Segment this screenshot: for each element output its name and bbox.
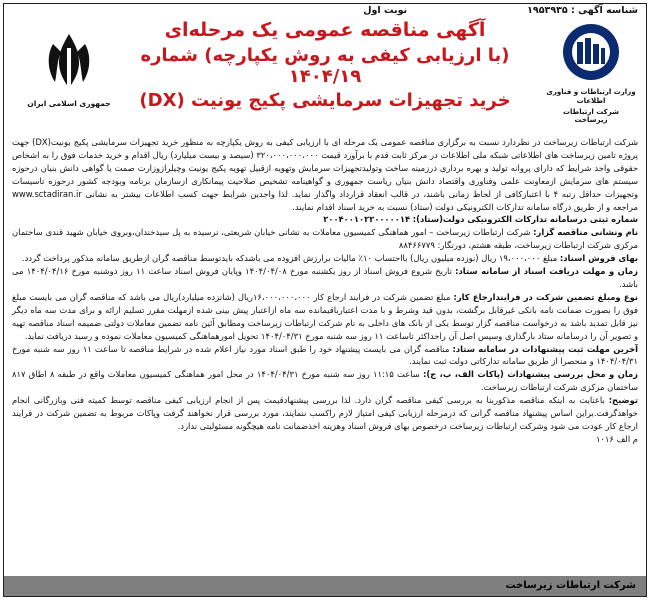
title-line-2: (با ارزیابی کیفی به روش یکپارچه) شماره ۱۴۰۴/۱۹: [140, 44, 510, 87]
opening-text: ساعت ۱۱:۱۵ روز سه شنبه مورخ ۱۴۰۴/۰۴/۳۱ در محل امور هماهنگی کمیسیون معاملات واقع در طبقه ۸ اطاق ۸۱۷ ساختمان مرکزی شرکت ارتباطات زیرساخت.: [12, 369, 638, 393]
ad-number: شناسه آگهی : ۱۹۵۳۹۳۵: [527, 5, 638, 16]
footer-company-bar: شرکت ارتباطات زیرساخت: [4, 576, 646, 596]
note-label: توضیح:: [608, 395, 638, 406]
opening-label: زمان و محل بررسی پیشنهادات (پاکات الف، ب، ج):: [422, 369, 638, 380]
ad-body: [4, 136, 646, 446]
ad-code: م الف ۱۰۱۶: [595, 433, 638, 444]
explanation-note: [12, 394, 638, 433]
participation-guarantee: [12, 291, 638, 343]
title-line-3: خرید تجهیزات سرمایشی پکیج یونیت (DX): [139, 90, 511, 112]
intro-paragraph: شرکت ارتباطات زیرساخت در نظردارد نسبت به برگزاری مناقصه عمومی یک مرحله ای با ارزیابی کیفی به روش یکپارچه به منظور خرید تجهیزات سرمایشی پکیج یونیت(DX) جهت پروژه تامین زیرساخت های اطلاعاتی شبکه ملی اطلاعات در مرکز ثابت قدم با برآورد قیمت ۳۲۰،۰۰۰،۰۰۰،۰۰۰ (سیصد و بیست میلیارد) ریال اقدام و خرید خدمات فوق را به اشخاص حقوقی واجد شرایط که دارای پروانه تولید و بهره برداری درزمینه ساخت وتولیدتجهیزات سرمایش وتهویه ازقبیل تهویه پکیج یونیت وچیلرازوزارت صمت یا گواهی دانش بنیان درحوزه سیستم های سرمایش ازمعاونت علمی وفناوری واقتصاد دانش بنیان ریاست جمهوری و گواهینامه تشخیص صلاحیت پیمانکاری ازسازمان برنامه وبودجه کشور درحوزه تاسیسات وتجهیزات حداقل رتبه ۴ با اعتبارکافی از لحاظ زمانی باشند، در قالب انعقاد قرارداد واگذار نماید. لذا واجدین شرایط جهت کسب اطلاعات بیشتر به نشانی www.sctadiran.ir مراجعه و از طریق درگاه سامانه تدارکات الکترونیکی دولت (ستاد) نسبت به خرید اسناد اقدام نمایند.: [12, 137, 639, 212]
setad-value: ۲۰۰۴۰۰۱۰۲۲۰۰۰۰۰۱۴: [323, 214, 411, 225]
setad-label: شماره ثبتی درسامانه تدارکات الکترونیکی دولت(ستاد):: [412, 214, 638, 225]
iran-label: جمهوری اسلامی ایران: [27, 99, 111, 108]
title-line-1: آگهی مناقصه عمومی یک مرحله‌ای: [164, 19, 486, 41]
note-text: باعنایت به اینکه مناقصه مذکوربنا به بررسی کیفی مناقصه گران دارد. لذا بررسی پیشنهادقیمت پس از انجام ارزیابی کیفی مناقصه توسط کمیته فنی وبازرگانی انجام خواهدگرفت.براین اساس پیشنهاد مناقصه گرانی که درمرحله ارزیابی کیفی امتیاز لازم راکسب ننمایند، مورد بررسی قرار نخواهند گرفت وپاکات مربوط به تضمین شرکت در فرایند ارجاع کار عودت می شود وشرکت ارتباطات زیرساخت درخصوص بهای فروش اسناد وهزینه اخذضمانت نامه هیچگونه مسئولیتی ندارد.: [12, 395, 638, 431]
ministry-name: وزارت ارتباطات و فناوری اطلاعات: [546, 88, 636, 105]
top-info-bar: [4, 4, 646, 18]
time-text: تاریخ شروع فروش اسناد از روز یکشنبه مورخ ۱۴۰۴/۰۴/۰۸ وپایان فروش اسناد ساعت ۱۱ روز دوشنبه مورخ ۱۴۰۴/۰۴/۱۶ می باشد.: [12, 266, 638, 289]
deadline-text: مناقصه گران می بایست پیشنهاد خود را طبق اسناد مورد نیاز اعلام شده در شرایط مناقصه تا ساعت ۱۱ روز سه شنبه مورخ ۱۴۰۴/۰۴/۳۱ و منحصرا از طریق سامانه تدارکاتی دولت ثبت نمایند.: [12, 343, 638, 367]
iran-emblem-icon: [41, 30, 97, 92]
advertisement-frame: [3, 3, 647, 597]
title-block: [114, 18, 536, 112]
guarantee-text: مبلغ تضمین شرکت در فرایند ارجاع کار ۱۶،۰۰۰،۰۰۰،۰۰۰ریال (شانزده میلیارد)ریال می باشد که مناقصه گران می بایست مبلغ فوق را بصورت ضمانت نامه بانکی غیرقابل برگشت، بدون قید وشرط و با مدت اعتبارباقیمانده سه ماه ازاعتبار پیش بینی شده ازمهلت مقرر تسلیم ارائه و برای مدت سه ماه دیگر نیز قابل تمدید باشد به درخواست مناقصه گزار توسط یکی از بانک های داخلی به نام شرکت ارتباطات زیرساخت ومطابق آئین نامه تضمین معاملات دولتی ضمیمه اسناد مناقصه تهیه و تصویر آن را درسامانه ستاد بارگذاری وسپس اصل آن راحداکثر تاساعت ۱۱ روز سه شنبه مورخ ۱۴۰۴/۰۴/۳۱ تحویل امورهماهنگی کمیسیون معاملات نموده و رسید دریافت نماید.: [12, 291, 638, 341]
price-text: مبلغ ۱۹،۰۰۰،۰۰۰ ریال (نوزده میلیون ریال) بااحتساب ۱۰٪ مالیات برارزش افزوده می باشدکه بایدتوسط مناقصه گران ازطریق سامانه مذکور پرداخت گردد.: [21, 253, 558, 264]
company-name: شرکت ارتباطات زیرساخت: [563, 107, 619, 125]
deadline-label: آخرین مهلت ثبت پیشنهادات در سامانه ستاد:: [452, 343, 639, 354]
time-label: زمان و مهلت دریافت اسناد از سامانه ستاد:: [455, 266, 638, 277]
address-text: شرکت ارتباطات زیرساخت – امور هماهنگی کمیسیون معاملات به نشانی خیابان شریعتی، نرسیده به پل سیدخندان،وبروی خیابان شهید قندی ساختمان مرکزی شرکت ارتباطات زیرساخت، طبقه هشتم، دورنگار: ۸۸۴۶۶۷۷۹: [12, 227, 638, 251]
tenderer-address: [12, 226, 638, 252]
ad-header: [4, 18, 646, 136]
bid-opening: [12, 368, 638, 394]
setad-registration: [12, 213, 638, 226]
organization-logo: [546, 22, 636, 125]
price-label: بهای فروش اسناد:: [559, 253, 638, 264]
address-label: نام ونشانی مناقصه گزار:: [533, 227, 639, 238]
iran-emblem: [26, 30, 112, 108]
document-price: [12, 252, 638, 265]
document-receipt-time: [12, 265, 638, 291]
tic-logo-icon: [561, 22, 621, 82]
guarantee-label: نوع ومبلغ تضمین شرکت در فرایندارجاع کار:: [453, 291, 638, 302]
turn-label: نوبت اول: [363, 5, 408, 16]
bid-deadline: [12, 343, 638, 369]
